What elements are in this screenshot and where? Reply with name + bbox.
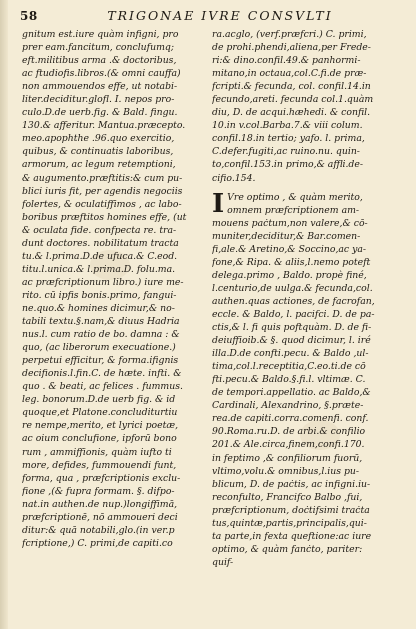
- text-line: tu.& l.prima.D.de ufuca.& C.eod.: [22, 250, 178, 262]
- text-line: ta parte,in fexta queftione:ac iure: [212, 530, 372, 542]
- text-line: mitano,in octaua,col.C.fi.de præ-: [212, 68, 367, 80]
- text-line: rito. cū ipfis bonis.primo, fangui-: [22, 289, 177, 301]
- text-line: optimo, & quàm fanċto, pariter:: [212, 543, 363, 555]
- text-line: dunt doctores. nobilitatum tracta: [22, 237, 179, 249]
- text-line: vltimo,volu.& omnibus,l.ius pu-: [212, 465, 360, 477]
- text-line: præfcriptionum, doċtifsimi traċta: [212, 504, 370, 516]
- text-line: ac præfcriptionum libro.) iure me-: [22, 276, 184, 288]
- running-title: TRIGONAE IVRE CONSVLTI: [107, 8, 333, 23]
- text-line: nus.l. cum ratio de bo. damna : &: [22, 329, 180, 341]
- text-line: Cardinali, Alexandrino, §.præte-: [212, 400, 364, 412]
- text-line: more, defides, fummouendi funt,: [22, 459, 177, 471]
- text-line: de tempori.appellatio. ac Baldo,&: [212, 387, 371, 399]
- text-line: armorum, ac legum retemptioni,: [22, 159, 176, 171]
- text-line: quoque,et Platone.concluditurtiu: [22, 407, 178, 419]
- text-line: ac ftudiofis.libros.(& omni cauffa): [22, 68, 181, 80]
- text-line: nat.in authen.de nup.)longiffimā,: [22, 498, 178, 510]
- text-line: boribus præftitos homines effe, (ut: [22, 211, 187, 223]
- text-line: omnem præfcriptionem am-: [227, 204, 360, 216]
- text-line: fecundo,areti. fecunda col.1.quàm: [212, 94, 374, 106]
- text-line: delega.primo , Baldo. propè finé,: [212, 269, 367, 281]
- text-line: de prohi.phendi,aliena,per Frede-: [212, 42, 371, 54]
- text-line: & augumento.præftitis:& cum pu-: [22, 172, 183, 184]
- text-line: 130.& afferitur. Mantua.præcepto.: [22, 120, 186, 132]
- text-line: ne.quo.& homines dicimur,& no-: [22, 302, 175, 314]
- text-line: ac oium conclufione, ipforū bono: [22, 433, 177, 445]
- text-line: blicum, D. de paċtis, ac infigni.iu-: [212, 478, 371, 490]
- text-line: diu, D. de acqui.hæhedi. & confil.: [212, 107, 371, 119]
- text-line: tus,quintæ,partis,principalis,qui-: [212, 517, 367, 529]
- text-line: fcriptione,) C. primi,de capiti.co: [22, 537, 173, 549]
- text-line: l.centurio,de uulga.& fecunda,col.: [212, 282, 373, 294]
- text-line: meo.apophthe .96.quo exercitio,: [22, 133, 175, 145]
- text-line: blici iuris fit, per agendis negociis: [22, 185, 183, 197]
- text-line: deiuffioib.& §. quod dicimur, l. iré: [212, 335, 371, 347]
- text-line: fti.pecu.& Baldo.§.fi.l. vltimæ. C.: [212, 374, 366, 386]
- text-line: eft.militibus arma .& doctoribus,: [22, 55, 177, 67]
- text-line: fone,& Ripa. & aliis,l.nemo poteft: [212, 256, 371, 268]
- text-line: tima,col.l.receptitia,C.eo.ti.de cō: [212, 361, 366, 373]
- text-line: folertes, & oculatiffimos , ac labo-: [22, 198, 182, 210]
- text-line: præfcriptionē, nō ammoueri deci: [22, 511, 178, 523]
- text-line: ri:& dino.confil.49.& panhormi-: [212, 55, 361, 67]
- text-line: eccle. & Baldo, l. pacifci. D. de pa-: [212, 308, 375, 320]
- text-line: ctis,& l. fi quis poftquàm. D. de fi-: [212, 322, 372, 334]
- text-line: fione ,(& fupra formam. §. difpo-: [22, 485, 175, 497]
- text-line: in feptimo ,& confiliorum fuorū,: [212, 452, 363, 464]
- text-line: confil.18.in tertio; yafo. l. prima,: [212, 133, 365, 145]
- text-line: quo . & beati, ac felices . fummus.: [22, 381, 183, 393]
- right-column: [212, 28, 390, 569]
- page-header: [20, 8, 392, 26]
- text-line: to,confil.153.in primo,& affli.de-: [212, 159, 364, 171]
- text-line: quo, (ac liberorum execuatione.): [22, 342, 176, 354]
- text-line: fi,ale.& Aretino,& Soccino,ac ya-: [212, 243, 367, 255]
- text-line: ra.acglo, (verf.præfcri.) C. primi,: [212, 29, 367, 40]
- text-line: rum , ammiffionis, quàm iufto ti: [22, 446, 172, 458]
- text-line: quif-: [212, 556, 234, 568]
- text-line: prer eam.fancitum, conclufumq;: [22, 42, 175, 54]
- text-line: illa.D.de confti.pecu. & Baldo ,ul-: [212, 348, 369, 360]
- text-line: muniter,deciditur,& Bar.comen-: [212, 230, 361, 242]
- text-line: titu.l.unica.& l.prima.D. folu.ma.: [22, 263, 176, 275]
- text-line: forma, qua , præfcriptionis exclu-: [22, 472, 181, 484]
- text-line: rea.de capiti.corra.comenfi. conf.: [212, 413, 369, 425]
- drop-cap-lines: [212, 188, 390, 230]
- text-line: 201.& Ale.circa,finem,confi.170.: [212, 439, 365, 451]
- right-column-continuation: [212, 28, 390, 185]
- page-number: 58: [20, 9, 38, 23]
- text-line: mouens paċtum,non valere,& cō-: [212, 217, 368, 229]
- text-line: fcripti.& fecunda, col. confil.14.in: [212, 81, 371, 93]
- page-gutter-shadow: [0, 0, 8, 629]
- text-line: cifio.154.: [212, 172, 256, 184]
- text-line: 10.in v.col.Barba.7.& viii colum.: [212, 120, 363, 132]
- text-line: authen.quas actiones, de facrofan,: [212, 295, 375, 307]
- text-line: 90.Roma.ru.D. de arbi.& confilio: [212, 426, 366, 438]
- paragraph-lines: [212, 230, 390, 569]
- text-line: decifionis.l.fin.C. de hæte. infti. &: [22, 368, 182, 380]
- text-line: C.defer.fugiti,ac ruino.nu. quin-: [212, 146, 360, 158]
- text-line: leg. bonorum.D.de uerb fig. & id: [22, 394, 176, 406]
- text-line: Vre optimo , & quàm merito,: [227, 191, 363, 203]
- text-line: culo.D.de uerb.fig. & Bald. fingu.: [22, 107, 178, 119]
- text-line: re nempe,merito, et lyrici poetæ,: [22, 420, 179, 432]
- text-line: gnitum est.iure quàm infigni, pro: [22, 29, 179, 40]
- text-line: & oculata fide. confpecta re. tra-: [22, 224, 177, 236]
- text-line: quibus, & continuatis laboribus,: [22, 146, 174, 158]
- new-paragraph: [212, 188, 390, 569]
- text-line: liter.deciditur.glofl. I. nepos pro-: [22, 94, 175, 106]
- text-line: reconfulto, Francifco Balbo ,fui,: [212, 491, 363, 503]
- text-line: tabili textu.§.nam,& diuus Hadria: [22, 316, 180, 328]
- left-column: [22, 28, 200, 550]
- drop-capital: I: [212, 188, 225, 219]
- text-line: non ammouendos effe, ut notabi-: [22, 81, 178, 93]
- text-line: ditur:& quā notabili,glo.(in ver.p: [22, 524, 175, 536]
- text-line: perpetui efficitur, & forma.ifignis: [22, 355, 179, 367]
